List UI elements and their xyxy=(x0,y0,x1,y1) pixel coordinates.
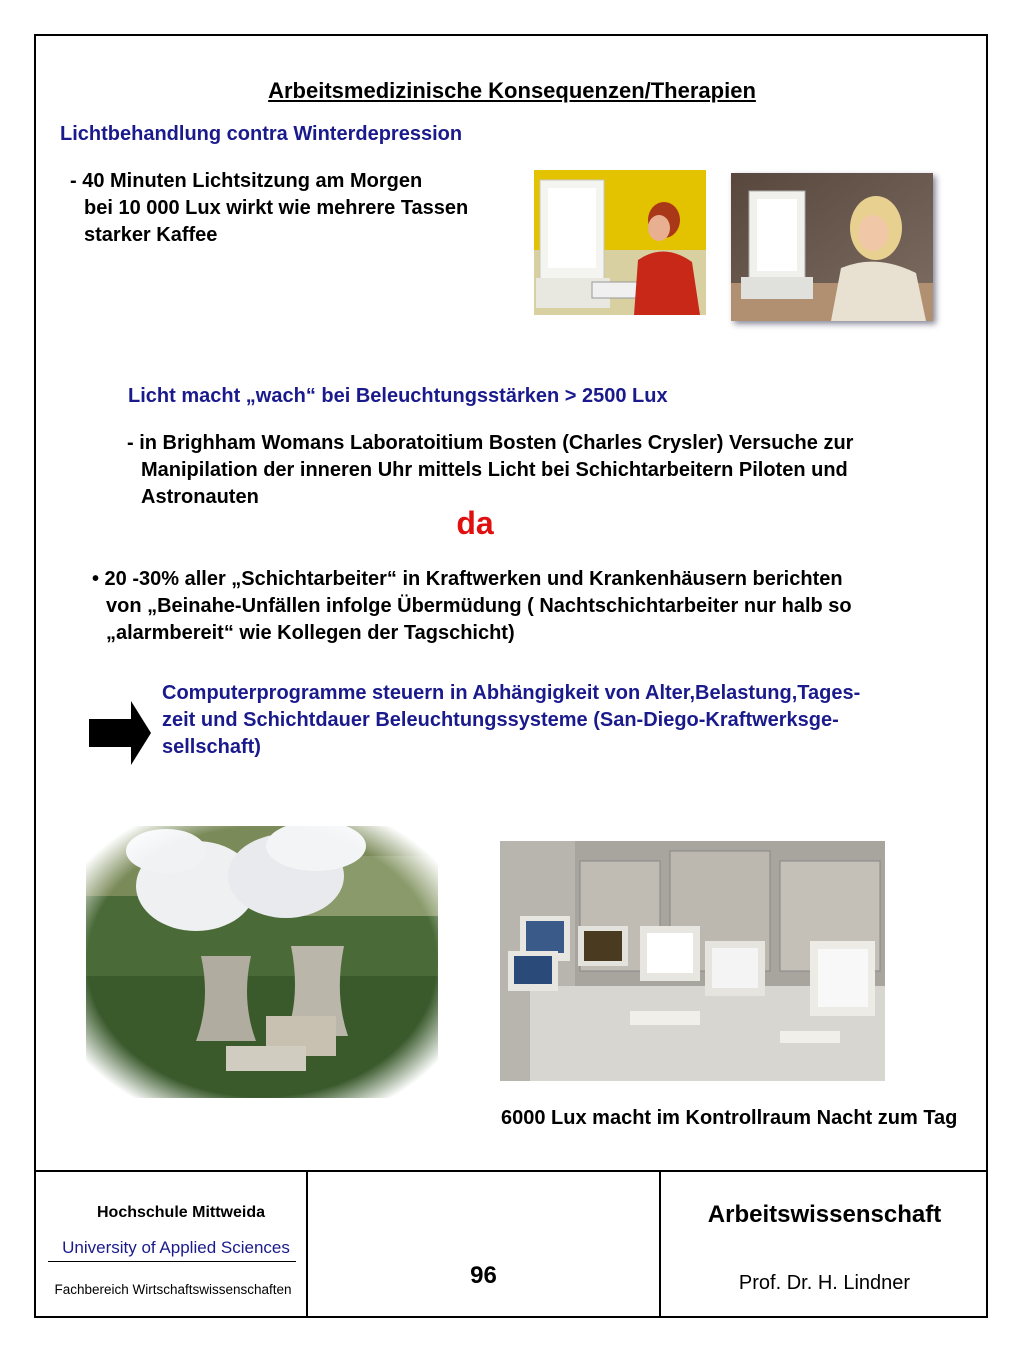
conclusion-line: Computerprogramme steuern in Abhängigkeit von Alter,Belastung,Tages- xyxy=(162,682,861,704)
bullet-line: „alarmbereit“ wie Kollegen der Tagschicht) xyxy=(106,622,515,644)
section2-line: Astronauten xyxy=(141,486,259,508)
arrow-right-icon xyxy=(89,701,151,765)
footer-school: Hochschule Mittweida xyxy=(96,1204,266,1221)
footer-author: Prof. Dr. H. Lindner xyxy=(738,1272,911,1294)
section1-text xyxy=(70,168,468,249)
page-title: Arbeitsmedizinische Konsequenzen/Therapien xyxy=(268,78,756,103)
bullet-line: • 20 -30% aller „Schichtarbeiter“ in Kraftwerken und Krankenhäusern berichten xyxy=(92,568,843,590)
footer-subject: Arbeitswissenschaft xyxy=(707,1201,942,1228)
section2-heading: Licht macht „wach“ bei Beleuchtungsstärken > 2500 Lux xyxy=(128,385,668,407)
page-number: 96 xyxy=(470,1262,497,1289)
conclusion-line: zeit und Schichtdauer Beleuchtungssysteme (San-Diego-Kraftwerksge- xyxy=(162,709,839,731)
da-label: da xyxy=(456,505,494,541)
light-therapy-photo-2 xyxy=(731,173,933,321)
section2-text xyxy=(127,430,853,511)
footer-university: University of Applied Sciences xyxy=(62,1238,290,1257)
control-room-caption: 6000 Lux macht im Kontrollraum Nacht zum Tag xyxy=(501,1107,958,1129)
control-room-photo xyxy=(500,841,885,1081)
section1-line: - 40 Minuten Lichtsitzung am Morgen xyxy=(70,170,423,192)
footer-department: Fachbereich Wirtschaftswissenschaften xyxy=(54,1282,292,1297)
conclusion-text xyxy=(162,680,860,761)
conclusion-line: sellschaft) xyxy=(162,736,261,758)
section2-line: - in Brighham Womans Laboratoitium Bosten (Charles Crysler) Versuche zur xyxy=(127,432,854,454)
power-plant-photo xyxy=(86,826,438,1098)
section2-line: Manipilation der inneren Uhr mittels Licht bei Schichtarbeitern Piloten und xyxy=(141,459,848,481)
bullet-line: von „Beinahe-Unfällen infolge Übermüdung ( Nachtschichtarbeiter nur halb so xyxy=(106,595,852,617)
bullet-text xyxy=(92,566,852,647)
footer-divider xyxy=(659,1170,661,1318)
footer-divider xyxy=(34,1170,988,1172)
section1-line: bei 10 000 Lux wirkt wie mehrere Tassen xyxy=(84,197,469,219)
footer-underline xyxy=(48,1261,296,1262)
section1-heading: Lichtbehandlung contra Winterdepression xyxy=(60,123,463,145)
light-therapy-photo-1 xyxy=(534,170,706,315)
section1-line: starker Kaffee xyxy=(84,224,218,246)
